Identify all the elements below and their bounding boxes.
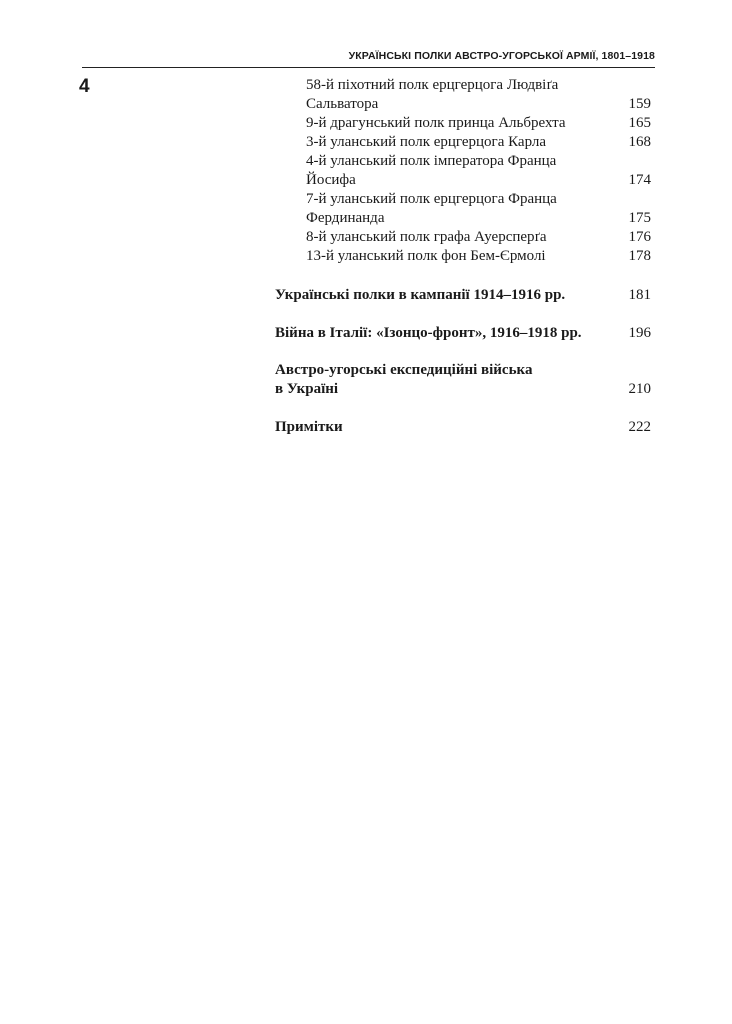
toc-entry-line xyxy=(275,324,651,343)
toc-entry-line xyxy=(275,418,651,437)
toc-entry-line xyxy=(306,247,651,266)
toc-page-number: 176 xyxy=(628,229,651,245)
toc-chapter-entry xyxy=(275,418,651,437)
running-title: УКРАЇНСЬКІ ПОЛКИ АВСТРО-УГОРСЬКОЇ АРМІЇ, 1801–1918 xyxy=(348,50,655,62)
toc-entry-line xyxy=(275,361,651,380)
toc-chapter-entry xyxy=(275,361,651,399)
toc-chapter-title: Австро-угорські експедиційні війська xyxy=(275,362,533,378)
toc-chapter-title: Війна в Італії: «Ізонцо-фронт», 1916–1918 рр. xyxy=(275,325,582,341)
toc-page-number: 175 xyxy=(628,210,651,226)
toc-entry-line xyxy=(306,228,651,247)
toc-entry-line xyxy=(306,171,651,190)
toc-entry-title: Фердинанда xyxy=(306,210,385,226)
header-rule xyxy=(82,67,655,68)
page-number: 4 xyxy=(79,76,90,97)
toc-entry-line xyxy=(306,114,651,133)
toc-chapter-title: Примітки xyxy=(275,419,343,435)
toc-page-number: 222 xyxy=(628,419,651,435)
toc-entry-line xyxy=(306,152,651,171)
toc-entry-line xyxy=(306,133,651,152)
toc-page-number: 159 xyxy=(628,96,651,112)
toc-entry-title: Сальватора xyxy=(306,96,379,112)
toc-entry-line xyxy=(275,380,651,399)
toc-page-number: 178 xyxy=(628,248,651,264)
toc-entry-title: 3-й уланський полк ерцгерцога Карла xyxy=(306,134,547,150)
toc-subsection-list xyxy=(306,76,651,266)
toc-chapter-title: в Україні xyxy=(275,381,339,397)
toc-entry-line xyxy=(306,209,651,228)
toc-page-number: 174 xyxy=(628,172,651,188)
toc-entry-title: 58-й піхотний полк ерцгерцога Людвіґа xyxy=(306,77,559,93)
toc-page-number: 196 xyxy=(628,325,651,341)
toc-page-number: 181 xyxy=(628,287,651,303)
toc-page-number: 168 xyxy=(628,134,651,150)
toc-chapter-entry xyxy=(275,324,651,343)
toc-entry-title: 13-й уланський полк фон Бем-Єрмолі xyxy=(306,248,546,264)
toc-entry-line xyxy=(306,190,651,209)
toc-page-number: 210 xyxy=(628,381,651,397)
toc-entry-line xyxy=(275,286,651,305)
toc-chapter-entry xyxy=(275,286,651,305)
toc-page-number: 165 xyxy=(628,115,651,131)
toc-entry-line xyxy=(306,95,651,114)
toc-entry-title: 8-й уланський полк графа Ауерсперґа xyxy=(306,229,547,245)
toc-entry-title: Йосифа xyxy=(306,172,356,188)
toc-entry-title: 9-й драгунський полк принца Альбрехта xyxy=(306,115,566,131)
toc-entry-title: 4-й уланський полк імператора Франца xyxy=(306,153,557,169)
toc-chapter-title: Українські полки в кампанії 1914–1916 рр. xyxy=(275,287,566,303)
toc-entry-title: 7-й уланський полк ерцгерцога Франца xyxy=(306,191,557,207)
toc-entry-line xyxy=(306,76,651,95)
